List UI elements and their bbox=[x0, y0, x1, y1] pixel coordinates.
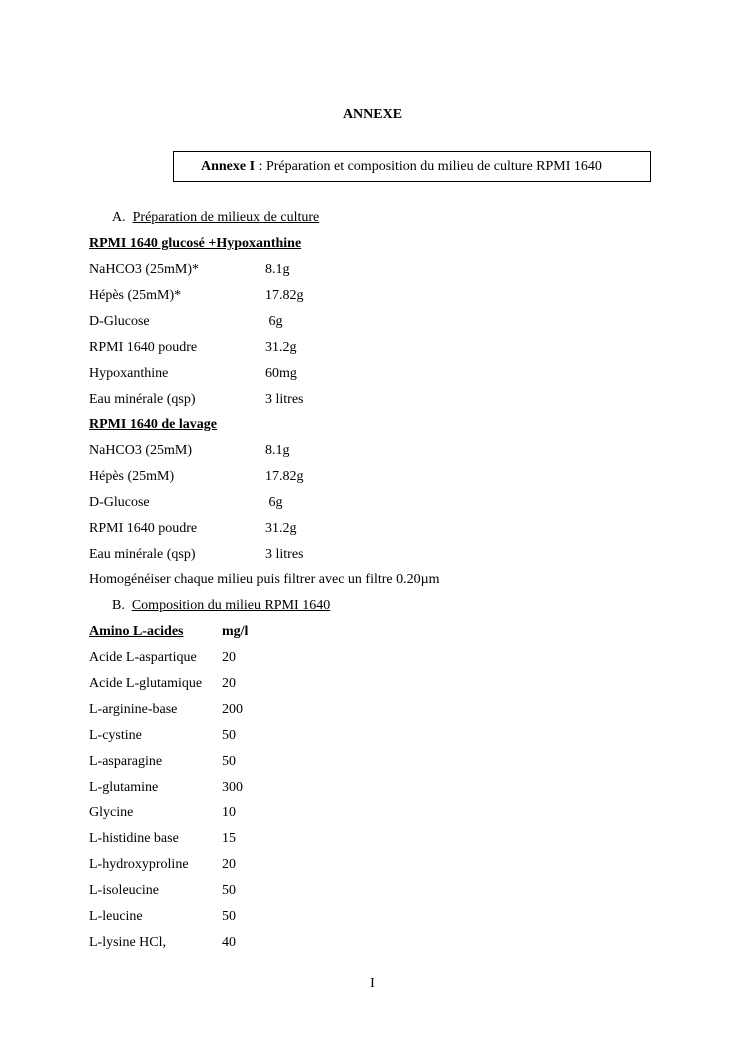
table-row bbox=[89, 909, 236, 925]
row-label: D-Glucose bbox=[89, 313, 150, 329]
table-row bbox=[89, 779, 243, 796]
row-label: Glycine bbox=[89, 805, 134, 821]
filter-note: Homogénéiser chaque milieu puis filtrer avec un filtre 0.20µm bbox=[89, 572, 440, 587]
row-label: RPMI 1640 poudre bbox=[89, 520, 198, 536]
row-value: 17.82g bbox=[265, 468, 304, 484]
table-row bbox=[89, 753, 236, 770]
row-value: 60mg bbox=[265, 365, 297, 381]
row-value: 6g bbox=[265, 494, 283, 510]
row-label: L-asparagine bbox=[89, 753, 163, 769]
table-row bbox=[89, 443, 290, 459]
medium2-heading: RPMI 1640 de lavage bbox=[89, 417, 217, 432]
row-label: L-arginine-base bbox=[89, 701, 178, 717]
table-row bbox=[89, 934, 236, 951]
row-value: 31.2g bbox=[265, 520, 297, 536]
row-label: Hépès (25mM) bbox=[89, 468, 175, 484]
table-row bbox=[89, 727, 236, 744]
section-b-heading bbox=[112, 598, 330, 614]
row-label: L-cystine bbox=[89, 727, 142, 743]
table-row bbox=[89, 650, 236, 666]
row-value: 200 bbox=[222, 701, 243, 717]
table-row bbox=[89, 391, 304, 408]
row-value: 31.2g bbox=[265, 339, 297, 355]
row-value: 8.1g bbox=[265, 262, 290, 277]
row-label: Eau minérale (qsp) bbox=[89, 546, 196, 562]
row-value: 10 bbox=[222, 805, 236, 821]
row-label: D-Glucose bbox=[89, 494, 150, 510]
row-value: 8.1g bbox=[265, 443, 290, 458]
table-row bbox=[89, 520, 297, 537]
row-label: L-glutamine bbox=[89, 779, 159, 795]
table-row bbox=[89, 546, 304, 563]
row-label: L-lysine HCl, bbox=[89, 934, 166, 950]
row-label: L-isoleucine bbox=[89, 883, 159, 899]
row-label: Hépès (25mM)* bbox=[89, 287, 182, 303]
row-label: NaHCO3 (25mM) bbox=[89, 443, 193, 458]
page-title: ANNEXE bbox=[342, 107, 403, 122]
table-row bbox=[89, 857, 236, 873]
row-value: 17.82g bbox=[265, 287, 304, 303]
medium1-heading: RPMI 1640 glucosé +Hypoxanthine bbox=[89, 236, 302, 251]
table-row bbox=[89, 313, 283, 330]
annex-text: : Préparation et composition du milieu de culture RPMI 1640 bbox=[255, 159, 602, 174]
row-value: 40 bbox=[222, 934, 236, 950]
row-value: 6g bbox=[265, 313, 283, 329]
table-row bbox=[89, 262, 290, 278]
row-label: Hypoxanthine bbox=[89, 365, 169, 381]
row-label: NaHCO3 (25mM)* bbox=[89, 262, 200, 277]
row-value: 3 litres bbox=[265, 546, 304, 562]
row-value: 50 bbox=[222, 909, 236, 924]
table-row bbox=[89, 339, 297, 356]
table-row bbox=[89, 365, 297, 382]
row-label: RPMI 1640 poudre bbox=[89, 339, 198, 355]
page-number: I bbox=[370, 976, 375, 991]
table-row bbox=[89, 675, 236, 692]
row-label: L-hydroxyproline bbox=[89, 857, 189, 873]
table-row bbox=[89, 287, 304, 304]
table-row bbox=[89, 701, 243, 718]
section-a-heading bbox=[112, 210, 319, 226]
amino-col1-header: Amino L-acides bbox=[89, 624, 184, 639]
row-value: 15 bbox=[222, 831, 236, 847]
amino-col2-header: mg/l bbox=[222, 624, 249, 639]
section-a-title: Préparation de milieux de culture bbox=[132, 210, 320, 225]
amino-table-header bbox=[89, 624, 249, 640]
row-label: L-leucine bbox=[89, 909, 143, 924]
row-label: Acide L-aspartique bbox=[89, 650, 197, 665]
row-label: Eau minérale (qsp) bbox=[89, 391, 196, 407]
table-row bbox=[89, 468, 304, 485]
section-b-marker: B. bbox=[112, 598, 125, 613]
table-row bbox=[89, 805, 236, 821]
row-value: 20 bbox=[222, 857, 236, 873]
row-label: Acide L-glutamique bbox=[89, 675, 203, 691]
section-a-marker: A. bbox=[112, 210, 126, 225]
section-b-title: Composition du milieu RPMI 1640 bbox=[131, 598, 331, 613]
row-value: 20 bbox=[222, 675, 236, 691]
annex-label: Annexe I bbox=[201, 159, 256, 174]
row-value: 3 litres bbox=[265, 391, 304, 407]
table-row bbox=[89, 831, 236, 847]
table-row bbox=[89, 494, 283, 511]
table-row bbox=[89, 883, 236, 899]
row-value: 50 bbox=[222, 883, 236, 899]
row-value: 300 bbox=[222, 779, 243, 795]
annex-caption-box bbox=[173, 151, 651, 182]
row-value: 50 bbox=[222, 727, 236, 743]
row-value: 50 bbox=[222, 753, 236, 769]
annex-caption bbox=[201, 159, 602, 175]
row-label: L-histidine base bbox=[89, 831, 179, 847]
row-value: 20 bbox=[222, 650, 236, 665]
